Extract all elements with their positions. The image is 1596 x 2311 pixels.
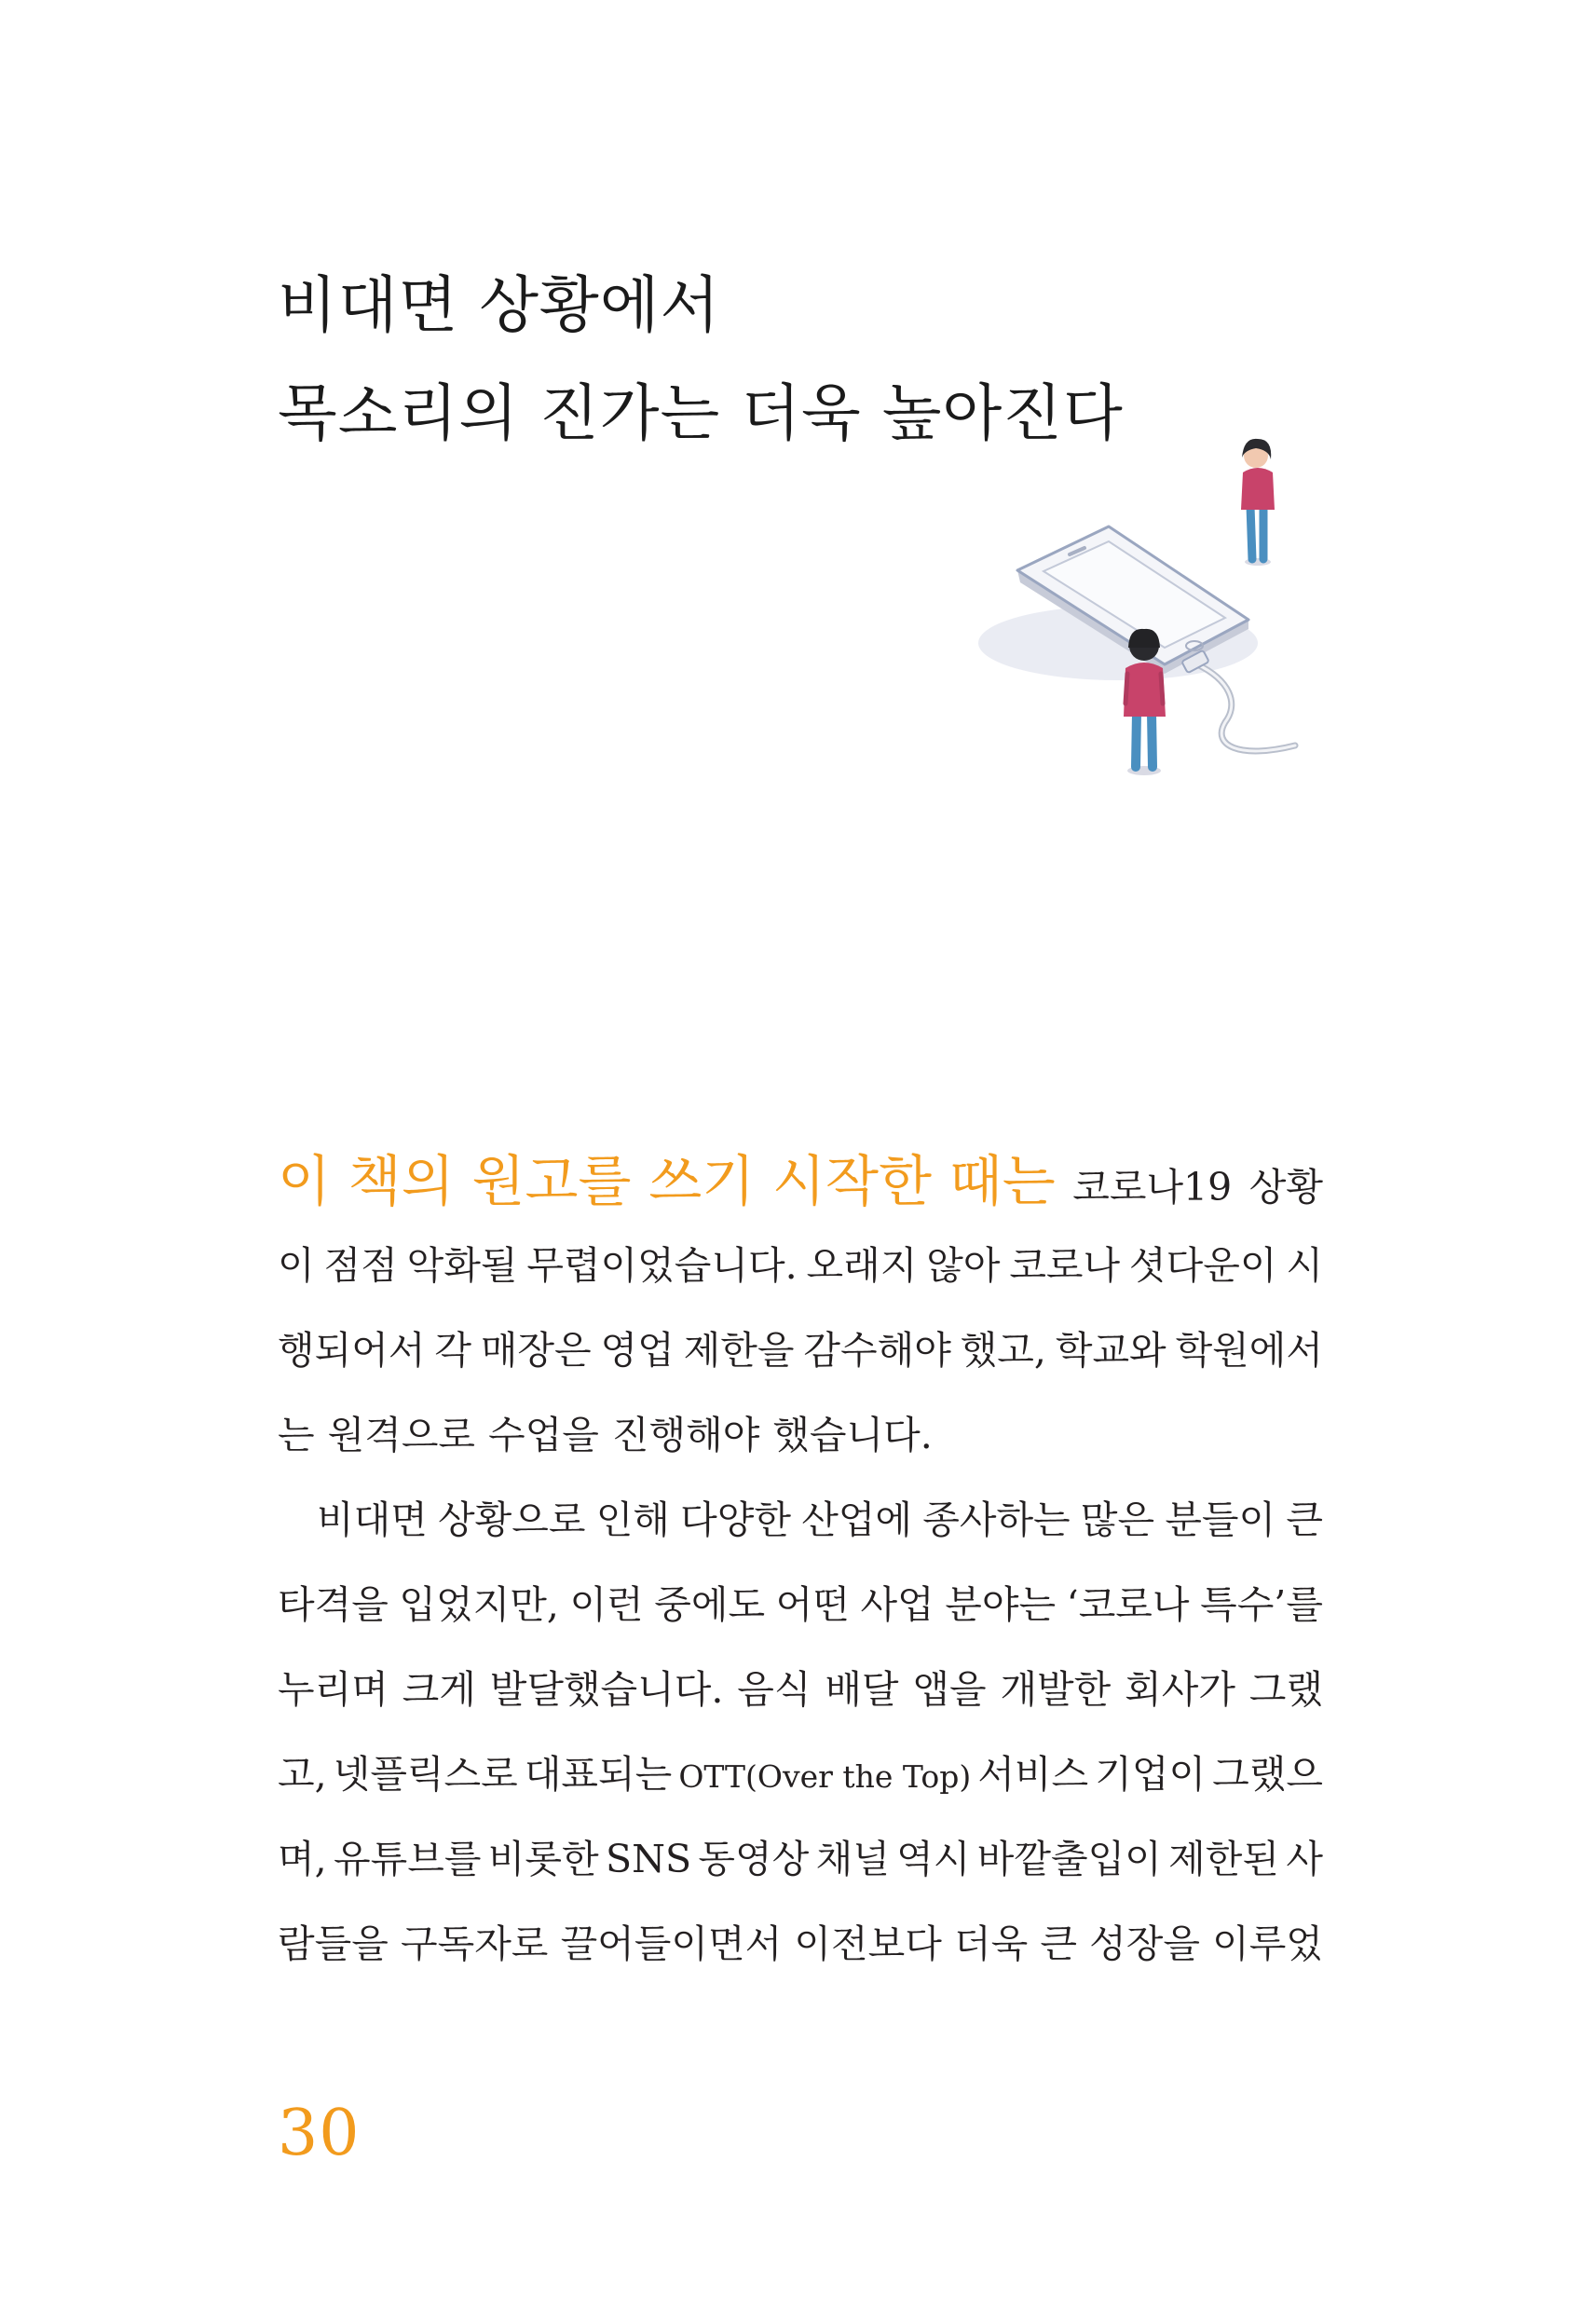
word: 감수해야 bbox=[803, 1328, 951, 1373]
word: 매장은 bbox=[480, 1328, 592, 1373]
body-text bbox=[278, 1139, 1323, 1987]
word: 더욱 bbox=[953, 1921, 1029, 1966]
word: 했습니다. bbox=[772, 1413, 933, 1457]
word: 서비스 bbox=[977, 1752, 1089, 1797]
word: 이런 bbox=[569, 1582, 644, 1627]
chapter-title-line-2: 목소리의 진가는 더욱 높아진다 bbox=[278, 377, 1124, 449]
word: 동영상 bbox=[698, 1837, 810, 1881]
word: 중에도 bbox=[654, 1582, 766, 1627]
word: 이전보다 bbox=[794, 1921, 942, 1966]
word: 그랬으 bbox=[1212, 1752, 1323, 1797]
word: 람들을 bbox=[278, 1921, 389, 1966]
word: 회사가 bbox=[1125, 1667, 1235, 1712]
word: 배달 bbox=[825, 1667, 899, 1712]
word: 행되어서 bbox=[278, 1328, 426, 1373]
word: 분들이 bbox=[1165, 1497, 1276, 1542]
word: 크게 bbox=[402, 1667, 476, 1712]
word: 상황 bbox=[1248, 1165, 1323, 1210]
word: 타격을 bbox=[278, 1582, 389, 1627]
word: 제한을 bbox=[683, 1328, 795, 1373]
word: 상황으로 bbox=[438, 1497, 586, 1542]
word: 학교와 bbox=[1055, 1328, 1166, 1373]
word: 앱을 bbox=[912, 1667, 987, 1712]
smartphone-with-two-people-icon bbox=[960, 424, 1360, 792]
text-line bbox=[278, 1224, 1323, 1308]
word: 사 bbox=[1286, 1837, 1323, 1881]
text-line bbox=[278, 1563, 1323, 1648]
word: 역시 bbox=[896, 1837, 971, 1881]
word: 했고, bbox=[960, 1328, 1046, 1373]
text-line bbox=[278, 1393, 1323, 1478]
word: 제한된 bbox=[1168, 1837, 1279, 1881]
word: SNS bbox=[605, 1837, 692, 1881]
word: 진행해야 bbox=[611, 1413, 760, 1457]
word: 발달했습니다. bbox=[489, 1667, 724, 1712]
word: 분야는 bbox=[945, 1582, 1057, 1627]
word: 기업이 bbox=[1095, 1752, 1207, 1797]
word: 무렵이었습니다. bbox=[526, 1243, 798, 1288]
word: 이 bbox=[278, 1243, 315, 1288]
word: 어떤 bbox=[775, 1582, 850, 1627]
word: 산업에 bbox=[801, 1497, 913, 1542]
word: 채널 bbox=[815, 1837, 890, 1881]
page-number: 30 bbox=[278, 2097, 361, 2170]
word: 구독자로 bbox=[400, 1921, 549, 1966]
word: 바깥출입이 bbox=[976, 1837, 1162, 1881]
word: 큰 bbox=[1286, 1497, 1323, 1542]
text-line bbox=[278, 1308, 1323, 1393]
word: 특수’를 bbox=[1200, 1582, 1323, 1627]
word: 끌어들이면서 bbox=[560, 1921, 783, 1966]
word: 않아 bbox=[926, 1243, 1001, 1288]
word: 개발한 bbox=[1000, 1667, 1112, 1712]
word: 셧다운이 bbox=[1129, 1243, 1277, 1288]
word: 며, bbox=[278, 1837, 327, 1881]
text-line bbox=[278, 1902, 1323, 1987]
word: 음식 bbox=[737, 1667, 812, 1712]
word: 코로나 bbox=[1009, 1243, 1121, 1288]
text-line bbox=[278, 1732, 1323, 1817]
word: 점점 bbox=[323, 1243, 398, 1288]
word: 오래지 bbox=[806, 1243, 918, 1288]
word: 사업 bbox=[860, 1582, 934, 1627]
word: 누리며 bbox=[278, 1667, 389, 1712]
word: 큰 bbox=[1040, 1921, 1077, 1966]
text-line bbox=[278, 1648, 1323, 1732]
word: OTT(Over the Top) bbox=[678, 1758, 972, 1795]
word: 입었지만, bbox=[399, 1582, 559, 1627]
text-line bbox=[278, 1139, 1323, 1224]
word: 대표되는 bbox=[524, 1752, 673, 1797]
text-line bbox=[278, 1478, 1323, 1563]
word: 종사하는 bbox=[922, 1497, 1071, 1542]
chapter-title-line-1: 비대면 상황에서 bbox=[278, 269, 721, 341]
word: ‘코로나 bbox=[1066, 1582, 1190, 1627]
word: 비롯한 bbox=[487, 1837, 599, 1881]
word: 악화될 bbox=[406, 1243, 518, 1288]
word: 성장을 bbox=[1089, 1921, 1200, 1966]
word: 인해 bbox=[595, 1497, 670, 1542]
word: 각 bbox=[434, 1328, 471, 1373]
word: 그랬 bbox=[1248, 1667, 1323, 1712]
word: 는 bbox=[278, 1413, 315, 1457]
word: 다양한 bbox=[680, 1497, 791, 1542]
word: 수업을 bbox=[488, 1413, 599, 1457]
word: 학원에서 bbox=[1175, 1328, 1323, 1373]
word: 이루었 bbox=[1212, 1921, 1323, 1966]
lead-phrase: 이 책의 원고를 쓰기 시작한 때는 bbox=[278, 1149, 1056, 1213]
word: 영업 bbox=[600, 1328, 675, 1373]
word: 시 bbox=[1286, 1243, 1323, 1288]
word: 고, bbox=[278, 1752, 327, 1797]
word: 넷플릭스로 bbox=[333, 1752, 518, 1797]
word: 코로나19 bbox=[1072, 1165, 1233, 1210]
word: 유튜브를 bbox=[334, 1837, 482, 1881]
word: 비대면 bbox=[317, 1497, 428, 1542]
text-line bbox=[278, 1817, 1323, 1902]
word: 많은 bbox=[1080, 1497, 1155, 1542]
word: 원격으로 bbox=[327, 1413, 476, 1457]
